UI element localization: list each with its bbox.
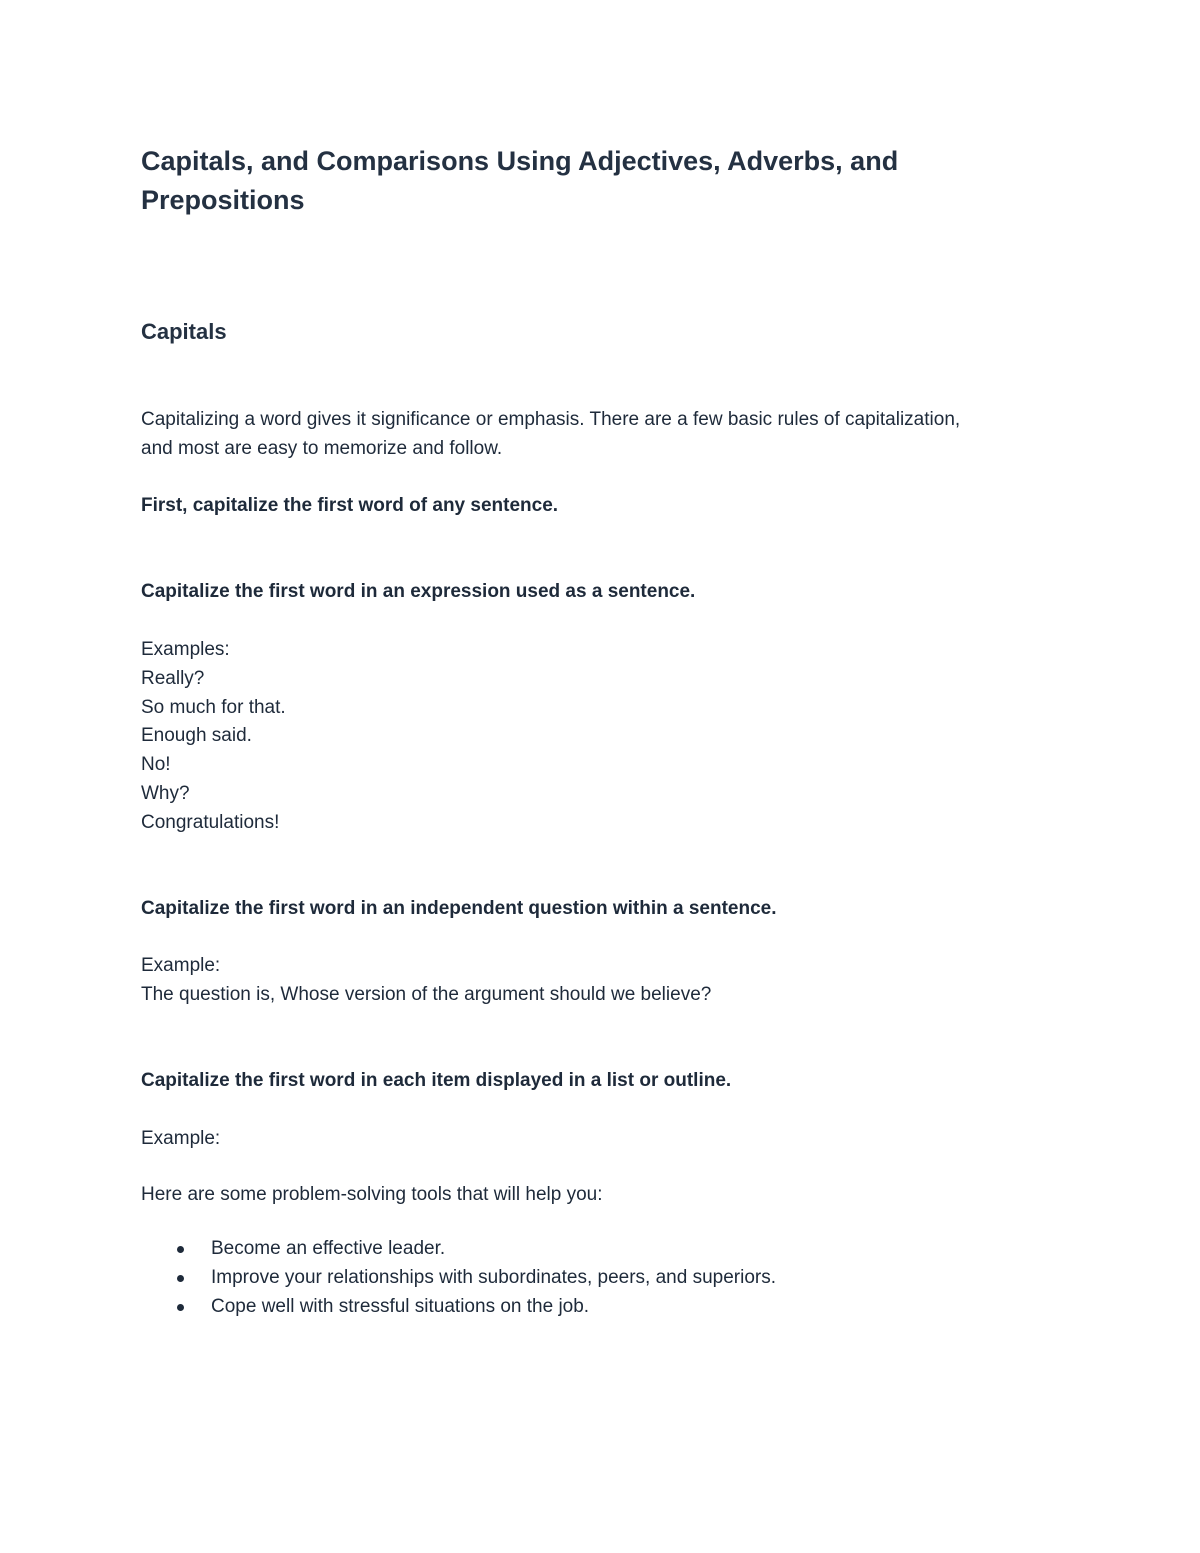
bullet-text: Improve your relationships with subordinates, peers, and superiors.	[211, 1266, 777, 1288]
example-label: Example:	[141, 1128, 221, 1149]
bullet-item	[141, 1293, 1081, 1322]
example-item: Why?	[141, 782, 190, 804]
bullet-icon	[177, 1304, 184, 1311]
bullet-list	[141, 1235, 1081, 1321]
bullet-text: Become an effective leader.	[211, 1238, 446, 1259]
intro-paragraph	[141, 406, 1081, 464]
examples-block	[141, 636, 1081, 838]
rule-list-items: Capitalize the first word in each item displayed in a list or outline.	[141, 1070, 732, 1091]
rule-expression: Capitalize the first word in an expression used as a sentence.	[141, 581, 696, 602]
bullet-icon	[177, 1275, 184, 1282]
document-title: Capitals, and Comparisons Using Adjectives, Adverbs, and Prepositions	[141, 146, 899, 215]
intro-line: and most are easy to memorize and follow.	[141, 437, 503, 459]
bullet-text: Cope well with stressful situations on the job.	[211, 1295, 590, 1317]
example-sentence: The question is, Whose version of the argument should we believe?	[141, 983, 712, 1005]
section-heading: Capitals	[141, 319, 227, 344]
question-example-block	[141, 952, 1081, 1010]
example-item: Enough said.	[141, 725, 252, 747]
rule-first-word: First, capitalize the first word of any sentence.	[141, 495, 559, 516]
example-label: Example:	[141, 955, 221, 976]
rule-independent-question: Capitalize the first word in an independent question within a sentence.	[141, 898, 777, 919]
list-intro: Here are some problem-solving tools that will help you:	[141, 1184, 603, 1205]
example-item: Really?	[141, 667, 205, 689]
intro-line: Capitalizing a word gives it significance or emphasis. There are a few basic rules of capitalization,	[141, 409, 961, 430]
examples-label: Examples:	[141, 639, 230, 660]
bullet-item	[141, 1264, 1081, 1293]
bullet-icon	[177, 1246, 184, 1253]
example-item: So much for that.	[141, 696, 286, 718]
bullet-item	[141, 1235, 1081, 1264]
example-item: No!	[141, 754, 171, 776]
example-item: Congratulations!	[141, 811, 280, 833]
